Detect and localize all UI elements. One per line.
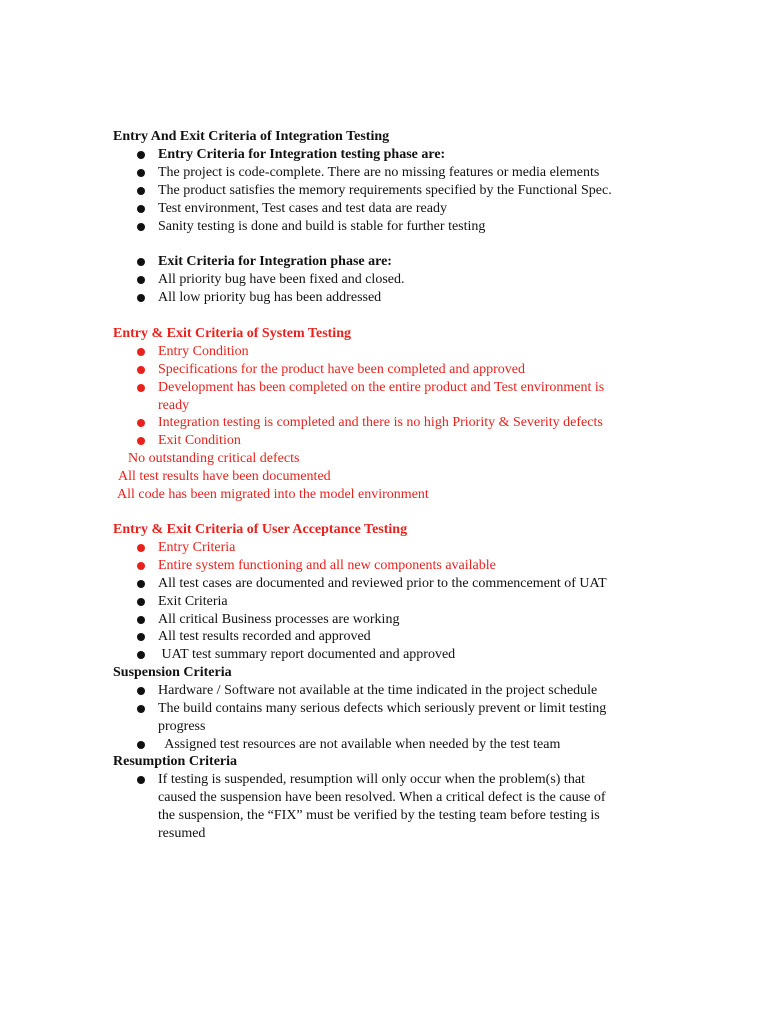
plain-line: No outstanding critical defects <box>128 451 300 466</box>
system-title: Entry & Exit Criteria of System Testing <box>113 326 351 341</box>
list-item: All low priority bug has been addressed <box>158 290 382 305</box>
bullet-icon <box>137 580 145 588</box>
bullet-icon <box>137 598 145 606</box>
bullet-icon <box>137 348 145 356</box>
list-item: Development has been completed on the entire product and Test environment is <box>158 380 605 395</box>
paragraph-line: the suspension, the “FIX” must be verified by the testing team before testing is <box>158 808 600 823</box>
plain-line: All test results have been documented <box>118 469 331 484</box>
bullet-icon <box>137 776 145 784</box>
list-item: All test cases are documented and reviewed prior to the commencement of UAT <box>158 576 607 591</box>
list-item: UAT test summary report documented and approved <box>158 647 456 662</box>
bullet-icon <box>137 366 145 374</box>
bullet-icon <box>137 705 145 713</box>
list-item: Exit Condition <box>158 433 241 448</box>
list-item: All test results recorded and approved <box>158 629 371 644</box>
list-item: Assigned test resources are not available when needed by the test team <box>158 737 561 752</box>
integration-entry-heading: Entry Criteria for Integration testing phase are: <box>158 147 446 162</box>
bullet-icon <box>137 437 145 445</box>
list-item: All critical Business processes are working <box>158 612 400 627</box>
bullet-icon <box>137 258 145 266</box>
list-item: Specifications for the product have been completed and approved <box>158 362 525 377</box>
bullet-icon <box>137 187 145 195</box>
list-item: The project is code-complete. There are no missing features or media elements <box>158 165 600 180</box>
bullet-icon <box>137 384 145 392</box>
bullet-icon <box>137 741 145 749</box>
list-item: Entry Criteria <box>158 540 236 555</box>
list-item: Integration testing is completed and there is no high Priority & Severity defects <box>158 415 603 430</box>
integration-exit-heading: Exit Criteria for Integration phase are: <box>158 254 392 269</box>
list-item: Exit Criteria <box>158 594 228 609</box>
suspension-title: Suspension Criteria <box>113 665 232 680</box>
list-item: Test environment, Test cases and test data are ready <box>158 201 447 216</box>
paragraph-line: caused the suspension have been resolved. When a critical defect is the cause of <box>158 790 606 805</box>
bullet-icon <box>137 276 145 284</box>
list-item: The product satisfies the memory requirements specified by the Functional Spec. <box>158 183 612 198</box>
list-item-continuation: progress <box>158 719 206 734</box>
bullet-icon <box>137 562 145 570</box>
uat-title: Entry & Exit Criteria of User Acceptance Testing <box>113 522 408 537</box>
list-item-continuation: ready <box>158 398 190 413</box>
bullet-icon <box>137 651 145 659</box>
plain-line: All code has been migrated into the model environment <box>117 487 429 502</box>
bullet-icon <box>137 544 145 552</box>
list-item: Sanity testing is done and build is stable for further testing <box>158 219 486 234</box>
list-item: All priority bug have been fixed and closed. <box>158 272 405 287</box>
list-item: The build contains many serious defects which seriously prevent or limit testing <box>158 701 607 716</box>
list-item: Entire system functioning and all new components available <box>158 558 496 573</box>
integration-title: Entry And Exit Criteria of Integration Testing <box>113 129 390 144</box>
list-item: Hardware / Software not available at the time indicated in the project schedule <box>158 683 598 698</box>
paragraph-line: If testing is suspended, resumption will only occur when the problem(s) that <box>158 772 585 787</box>
paragraph-line: resumed <box>158 826 206 841</box>
list-item: Entry Condition <box>158 344 249 359</box>
bullet-icon <box>137 419 145 427</box>
bullet-icon <box>137 633 145 641</box>
bullet-icon <box>137 687 145 695</box>
bullet-icon <box>137 294 145 302</box>
bullet-icon <box>137 223 145 231</box>
bullet-icon <box>137 616 145 624</box>
bullet-icon <box>137 205 145 213</box>
resumption-title: Resumption Criteria <box>113 754 238 769</box>
bullet-icon <box>137 169 145 177</box>
bullet-icon <box>137 151 145 159</box>
